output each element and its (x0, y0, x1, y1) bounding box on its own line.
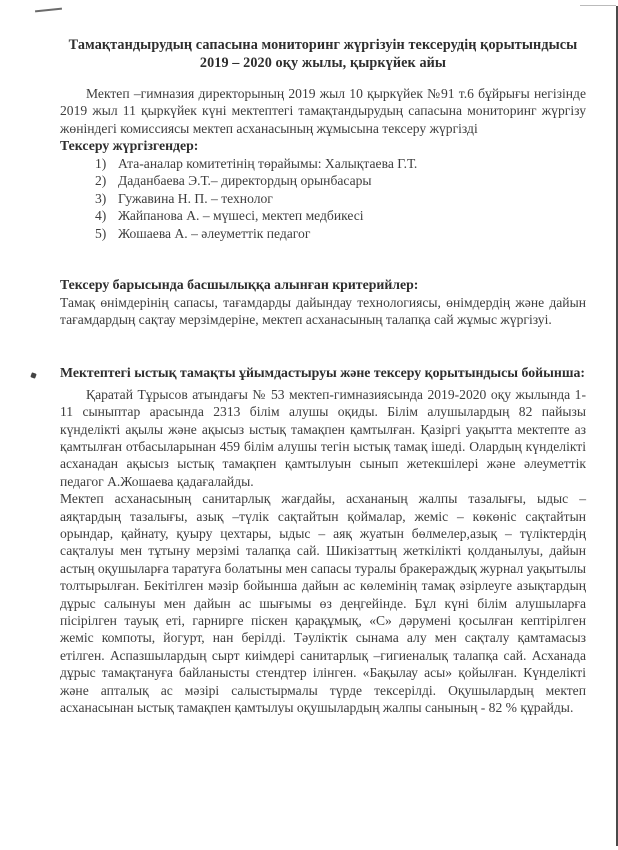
criteria-paragraph: Тамақ өнімдерінің сапасы, тағамдарды дайындау технологиясы, өнімдердің және дайын тағамдардың сақтау мерзімдеріне, мектеп асханасының талапқа сай жұмыс жүргізуі. (60, 294, 586, 327)
inspector-item (60, 190, 586, 208)
results-paragraph-1: Қаратай Тұрысов атындағы № 53 мектеп-гимназиясында 2019-2020 оқу жылында 1-11 сыныптар арасында 2313 білім алушы оқиды. Білім алушылардың 82 пайызы күнделікті ақылы және ақысыз ыстық тамақпен қамтылған. Қазіргі уақытта мектепте аз қамтылған отбасыларынан 459 білім алушы тегін ыстық тамақ ішеді. Олардың күнделікті асханадан ақысыз ыстық тамақпен қамтылуын сынып жетекшілері және әлеуметтік педагог А.Жошаева қадағалайды. (60, 386, 586, 489)
criteria-heading: Тексеру барысында басшылыққа алынған критерийлер: (60, 277, 419, 293)
document-title-line2: 2019 – 2020 оқу жылы, қыркүйек айы (199, 55, 447, 71)
spacer (60, 242, 586, 276)
scan-artifact-mark (35, 8, 62, 13)
results-heading: Мектептегі ыстық тамақты ұйымдастыруы және тексеру қорытындысы бойынша: (60, 365, 585, 381)
inspector-item (60, 225, 586, 243)
inspector-item (60, 172, 586, 190)
bullet-dot-icon (30, 372, 36, 378)
scan-page-edge (616, 6, 618, 846)
list-number: 3) (95, 190, 107, 206)
inspector-item (60, 155, 586, 173)
document-title-line1: Тамақтандырудың сапасына мониторинг жүргізуін тексерудің қорытындысы (68, 37, 578, 53)
list-number: 2) (95, 173, 107, 189)
document-page (60, 36, 586, 716)
spacer (60, 328, 586, 364)
inspector-item (60, 207, 586, 225)
results-paragraph-2: Мектеп асханасының санитарлық жағдайы, асхананың жалпы тазалығы, ыдыс – аяқтардың тазалығы, азық –түлік сақтайтын қоймалар, жеміс – көкөніс сақтайтын орындар, қайнату, қуыру цехтары, ыдыс – аяқ жуатын бөлмелер,азық – түліктердің сақталуы мен тұтыну мерзімі талапқа сай. Шикізаттың жеткілікті қолданылуы, дайын астың оқушыларға таратуға болатыны мен сапасы туралы бракераждық журнал уақытылы толтырылған. Бекітілген мәзір бойынша дайын ас көлемінің тамақ әзірлеуге азықтардың дұрыс салынуы мен дайын ас шығымы өз деңгейінде. Бұл күні білім алушыларға пісірілген тауық еті, гарнирге піскен қарақұмық, «С» дәрумені қосылған кептірілген жеміс компоты, йогурт, нан берілді. Тәуліктік сынама алу мен сақталу қамтамасыз етілген. Аспазшылардың сырт киімдері санитарлық –гигиеналық талапқа сай. Асханада дұрыс тамақтануға байланысты стендтер ілінген. «Бақылау асы» қойылған. Күнделікті және апталық ас мәзірі салыстырмалы түрде тексерілді. Оқушылардың мектеп асханасынан ыстық тамақпен қамтылуы оқушылардың жалпы санының - 82 % құрайды. (60, 491, 586, 716)
list-number: 1) (95, 155, 107, 171)
inspectors-list (60, 155, 586, 243)
scan-artifact-line (580, 5, 616, 6)
spacer (60, 72, 586, 85)
list-number: 4) (95, 208, 107, 224)
inspector-text: Даданбаева Э.Т.– директордың орынбасары (118, 173, 372, 189)
inspector-text: Ата-аналар комитетінің төрайымы: Халықтаева Г.Т. (118, 155, 418, 171)
list-number: 5) (95, 225, 107, 241)
inspector-text: Гужавина Н. П. – технолог (118, 190, 273, 206)
inspectors-heading: Тексеру жүргізгендер: (60, 138, 199, 154)
intro-paragraph: Мектеп –гимназия директорының 2019 жыл 10 қыркүйек №91 т.6 бұйрығы негізінде 2019 жыл 11 қыркүйек күні мектептегі тамақтандырудың сапасына мониторинг жүргізу жөніндегі комиссиясы мектеп асханасының жұмысына тексеру жүргізді (60, 86, 586, 136)
inspector-text: Жайпанова А. – мүшесі, мектеп медбикесі (118, 208, 364, 224)
inspector-text: Жошаева А. – әлеуметтік педагог (118, 225, 311, 241)
